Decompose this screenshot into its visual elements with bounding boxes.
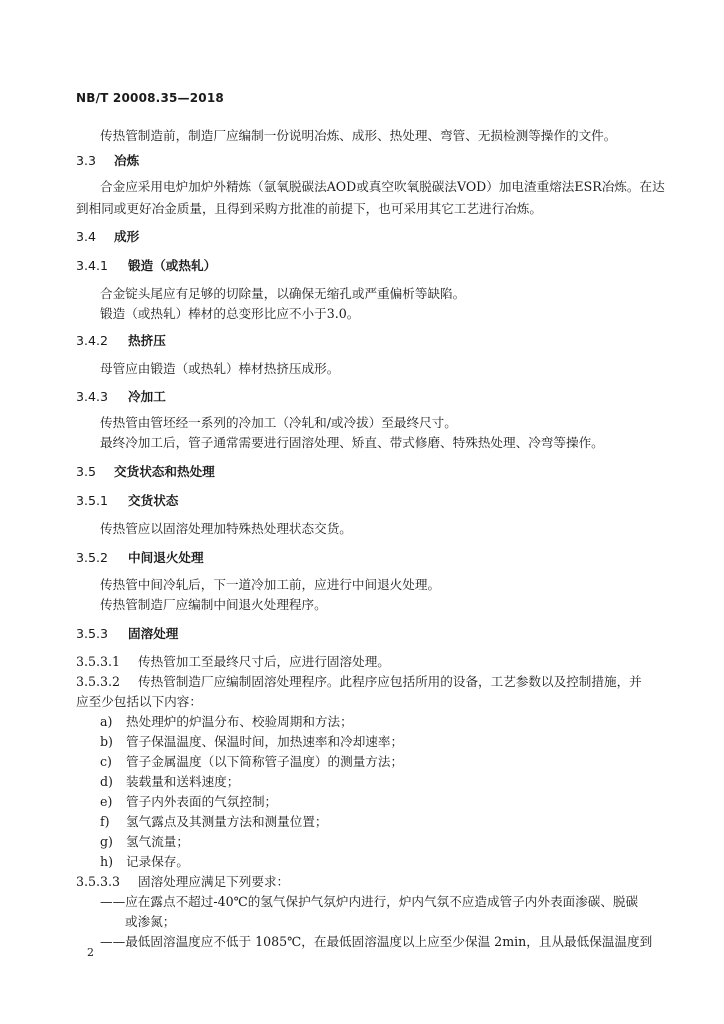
list-item bbox=[100, 733, 403, 751]
heading-title: 冶炼 bbox=[114, 153, 140, 168]
heading-number: 3.5.1 bbox=[76, 493, 109, 508]
heading-3-5-1 bbox=[76, 492, 178, 510]
heading-title: 固溶处理 bbox=[128, 626, 179, 641]
heading-3-4 bbox=[76, 228, 139, 246]
list-text: 热处理炉的炉温分布、校验周期和方法； bbox=[126, 714, 353, 729]
list-marker: c) bbox=[100, 754, 112, 769]
heading-3-5-2 bbox=[76, 549, 204, 567]
dash-item-line: 或渗氮； bbox=[125, 914, 176, 929]
heading-number: 3.4.1 bbox=[76, 258, 109, 273]
list-text: 管子保温温度、保温时间，加热速率和冷却速率； bbox=[126, 734, 404, 749]
list-marker: d) bbox=[100, 774, 113, 789]
intro-paragraph: 传热管制造前，制造厂应编制一份说明冶炼、成形、热处理、弯管、无损检测等操作的文件。 bbox=[100, 128, 617, 143]
clause-number: 3.5.3.2 bbox=[76, 674, 121, 689]
heading-number: 3.5 bbox=[76, 464, 97, 479]
paragraph-line: 母管应由锻造（或热轧）棒材热挤压成形。 bbox=[100, 361, 340, 376]
list-item bbox=[100, 853, 189, 871]
heading-title: 热挤压 bbox=[128, 333, 166, 348]
heading-3-5-3 bbox=[76, 625, 178, 643]
heading-3-4-2 bbox=[76, 332, 166, 350]
list-marker: f) bbox=[100, 814, 110, 829]
heading-title: 中间退火处理 bbox=[128, 550, 204, 565]
list-marker: a) bbox=[100, 714, 113, 729]
list-item bbox=[100, 813, 328, 831]
paragraph-line: 应至少包括以下内容： bbox=[76, 694, 202, 709]
clause-number: 3.5.3.1 bbox=[76, 654, 121, 669]
paragraph-line: 合金应采用电炉加炉外精炼（氩氧脱碳法AOD或真空吹氧脱碳法VOD）加电渣重熔法ESR冶炼。在达 bbox=[100, 179, 665, 194]
heading-title: 锻造（或热轧） bbox=[128, 258, 217, 273]
paragraph-line: 传热管由管坯经一系列的冷加工（冷轧和/或冷拔）至最终尺寸。 bbox=[100, 415, 457, 430]
clause-3-5-3-1 bbox=[76, 653, 390, 671]
heading-number: 3.4 bbox=[76, 229, 97, 244]
clause-text: 固溶处理应满足下列要求： bbox=[138, 874, 290, 889]
list-text: 管子内外表面的气氛控制； bbox=[126, 794, 278, 809]
list-marker: g) bbox=[100, 834, 113, 849]
document-code: NB/T 20008.35—2018 bbox=[76, 91, 224, 105]
list-text: 管子金属温度（以下简称管子温度）的测量方法； bbox=[126, 754, 404, 769]
clause-3-5-3-3 bbox=[76, 873, 289, 891]
paragraph-line: 合金锭头尾应有足够的切除量，以确保无缩孔或严重偏析等缺陷。 bbox=[100, 286, 466, 301]
paragraph-line: 传热管制造厂应编制中间退火处理程序。 bbox=[100, 597, 327, 612]
dash-item-line: ——应在露点不超过-40℃的氢气保护气氛炉内进行，炉内气氛不应造成管子内外表面渗碳、脱碳 bbox=[100, 894, 639, 909]
list-marker: h) bbox=[100, 854, 114, 869]
list-item bbox=[100, 713, 353, 731]
list-marker: b) bbox=[100, 734, 113, 749]
list-text: 氢气流量； bbox=[126, 834, 189, 849]
list-text: 装载量和送料速度； bbox=[126, 774, 240, 789]
list-text: 记录保存。 bbox=[126, 854, 189, 869]
heading-3-5 bbox=[76, 463, 215, 481]
paragraph-line: 传热管应以固溶处理加特殊热处理状态交货。 bbox=[100, 521, 352, 536]
paragraph-line: 传热管中间冷轧后，下一道冷加工前，应进行中间退火处理。 bbox=[100, 577, 441, 592]
heading-title: 冷加工 bbox=[128, 389, 166, 404]
list-item bbox=[100, 793, 277, 811]
list-item bbox=[100, 753, 403, 771]
heading-number: 3.5.3 bbox=[76, 626, 109, 641]
heading-3-4-3 bbox=[76, 388, 166, 406]
heading-number: 3.4.3 bbox=[76, 389, 109, 404]
list-marker: e) bbox=[100, 794, 113, 809]
list-text: 氢气露点及其测量方法和测量位置； bbox=[126, 814, 328, 829]
list-item bbox=[100, 773, 239, 791]
heading-number: 3.4.2 bbox=[76, 333, 109, 348]
clause-3-5-3-2 bbox=[76, 673, 642, 691]
heading-number: 3.3 bbox=[76, 153, 97, 168]
dash-item-line: ——最低固溶温度应不低于 1085℃，在最低固溶温度以上应至少保温 2min，且从最低保温温度到 bbox=[100, 934, 653, 949]
heading-title: 交货状态 bbox=[128, 493, 179, 508]
heading-3-3 bbox=[76, 152, 139, 170]
heading-title: 成形 bbox=[114, 229, 140, 244]
clause-text: 传热管制造厂应编制固溶处理程序。此程序应包括所用的设备，工艺参数以及控制措施，并 bbox=[138, 674, 642, 689]
paragraph-line: 到相同或更好冶金质量，且得到采购方批准的前提下，也可采用其它工艺进行冶炼。 bbox=[76, 201, 542, 216]
clause-number: 3.5.3.3 bbox=[76, 874, 121, 889]
heading-number: 3.5.2 bbox=[76, 550, 109, 565]
page-number: 2 bbox=[87, 946, 94, 959]
clause-text: 传热管加工至最终尺寸后，应进行固溶处理。 bbox=[138, 654, 390, 669]
paragraph-line: 最终冷加工后，管子通常需要进行固溶处理、矫直、带式修磨、特殊热处理、冷弯等操作。 bbox=[100, 435, 604, 450]
heading-title: 交货状态和热处理 bbox=[114, 464, 215, 479]
heading-3-4-1 bbox=[76, 257, 216, 275]
list-item bbox=[100, 833, 189, 851]
paragraph-line: 锻造（或热轧）棒材的总变形比应不小于3.0。 bbox=[100, 306, 360, 321]
